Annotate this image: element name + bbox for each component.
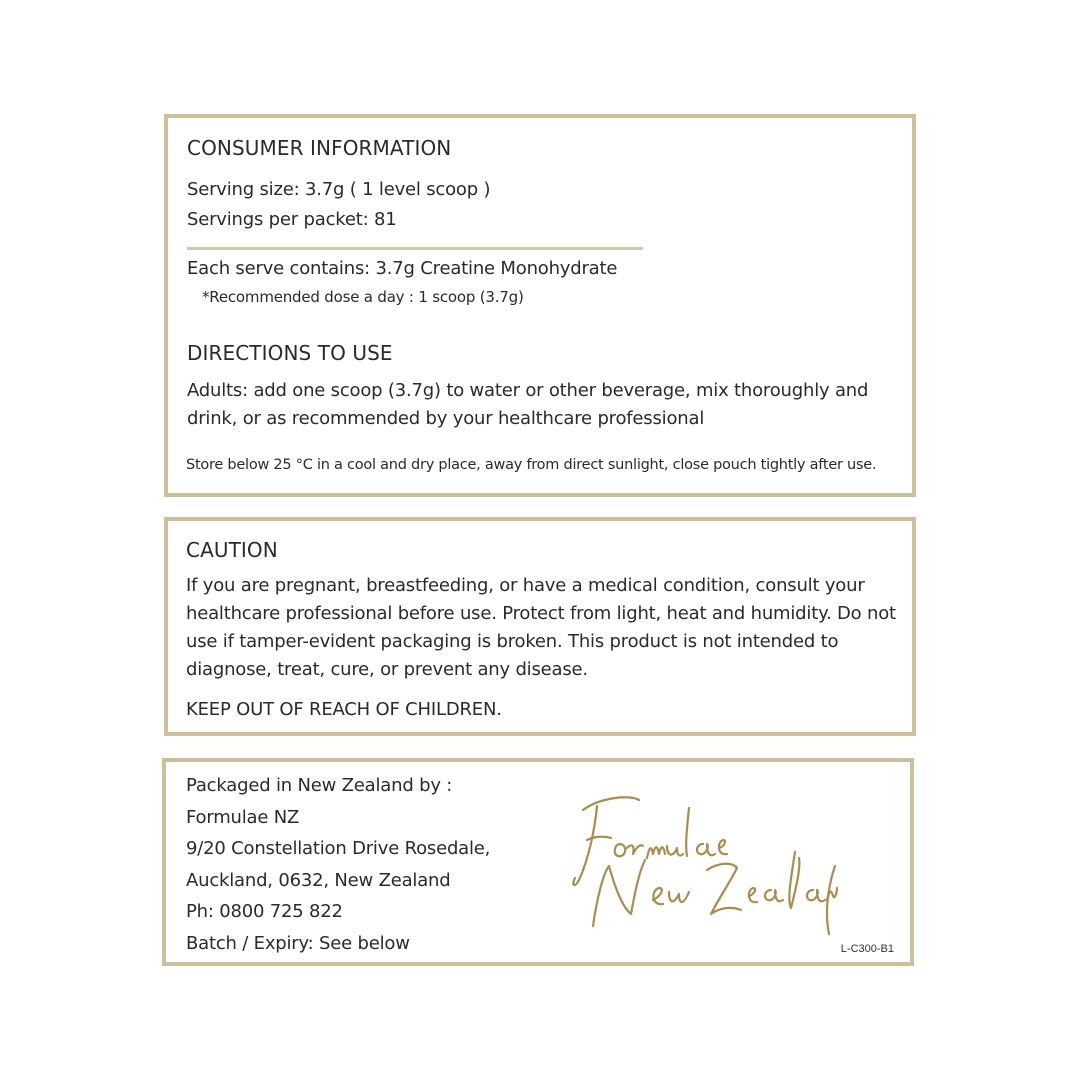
each-serve-contains: Each serve contains: 3.7g Creatine Monohydrate [187, 258, 618, 279]
address-city: Auckland, 0632, New Zealand [186, 870, 451, 891]
label-code: L-C300-B1 [840, 943, 894, 955]
caution-line-4: diagnose, treat, cure, or prevent any disease. [186, 659, 588, 680]
company-name: Formulae NZ [186, 807, 300, 828]
divider-rule [187, 247, 643, 250]
storage-instructions: Store below 25 °C in a cool and dry place, away from direct sunlight, close pouch tightly after use. [186, 457, 877, 473]
serving-size: Serving size: 3.7g ( 1 level scoop ) [187, 179, 491, 200]
directions-heading: DIRECTIONS TO USE [187, 341, 393, 365]
phone-number: Ph: 0800 725 822 [186, 901, 343, 922]
consumer-information-panel [164, 114, 916, 497]
directions-line-2: drink, or as recommended by your healthcare professional [187, 408, 705, 429]
packaged-in-label: Packaged in New Zealand by : [186, 775, 453, 796]
packaged-by-panel [162, 758, 914, 966]
consumer-information-heading: CONSUMER INFORMATION [187, 136, 452, 160]
formulae-new-zealand-signature-logo [569, 788, 839, 938]
batch-expiry: Batch / Expiry: See below [186, 933, 410, 954]
recommended-dose: *Recommended dose a day : 1 scoop (3.7g) [202, 288, 524, 306]
keep-out-of-reach: KEEP OUT OF REACH OF CHILDREN. [186, 699, 502, 720]
directions-line-1: Adults: add one scoop (3.7g) to water or other beverage, mix thoroughly and [187, 380, 869, 401]
caution-line-2: healthcare professional before use. Protect from light, heat and humidity. Do not [186, 603, 896, 624]
caution-panel [164, 517, 916, 736]
caution-line-3: use if tamper-evident packaging is broken. This product is not intended to [186, 631, 839, 652]
servings-per-packet: Servings per packet: 81 [187, 209, 397, 230]
caution-heading: CAUTION [186, 538, 278, 562]
caution-line-1: If you are pregnant, breastfeeding, or have a medical condition, consult your [186, 575, 865, 596]
address-street: 9/20 Constellation Drive Rosedale, [186, 838, 491, 859]
